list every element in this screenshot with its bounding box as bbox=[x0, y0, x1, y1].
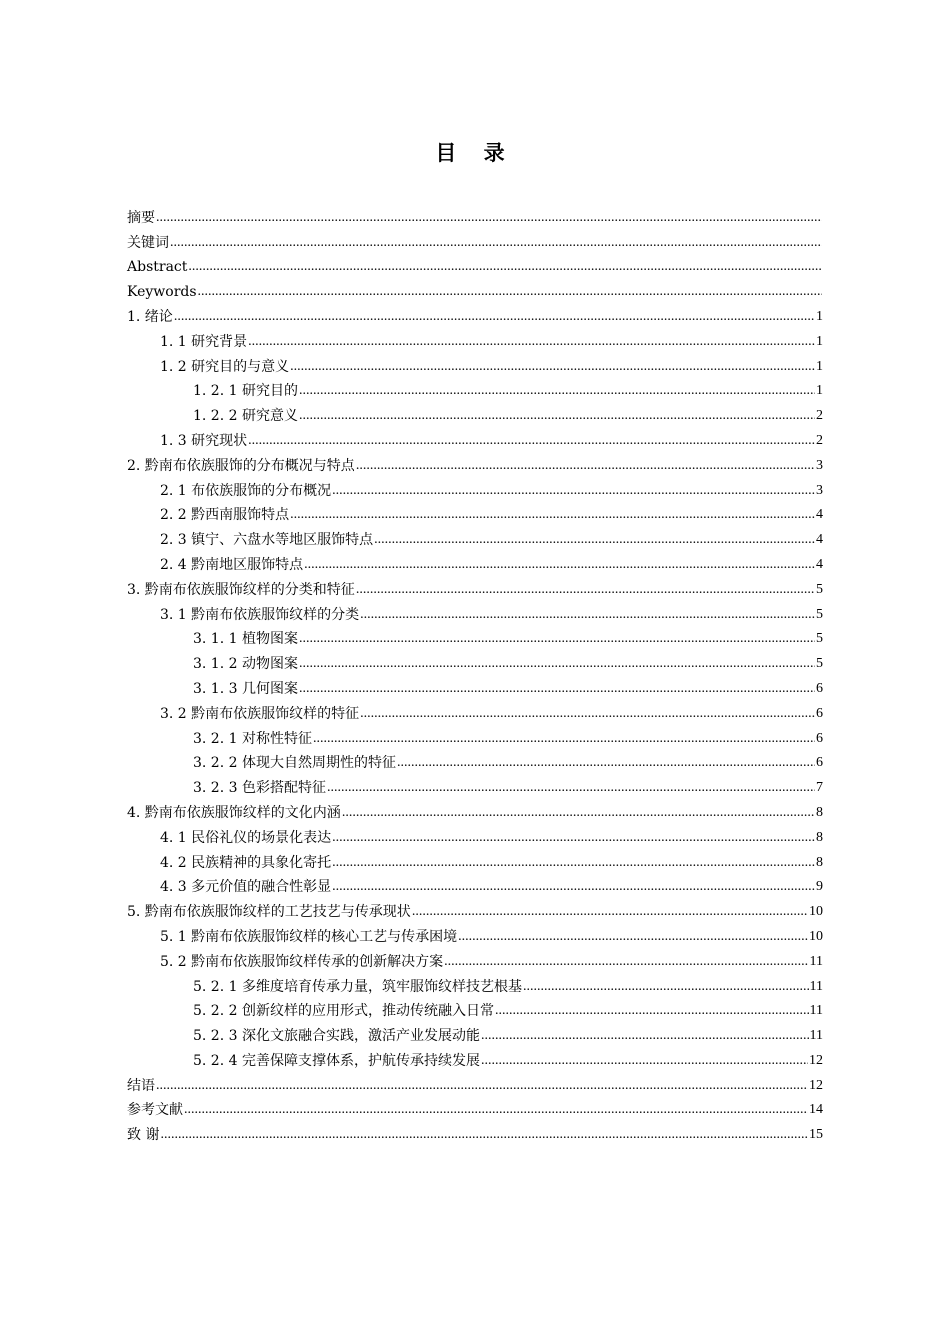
toc-entry-label: Abstract bbox=[127, 259, 188, 276]
toc-entry[interactable] bbox=[127, 1095, 823, 1120]
toc-entry-label: 关键词 bbox=[127, 234, 169, 251]
toc-entry-label: 5. 2. 2 创新纹样的应用形式，推动传统融入日常 bbox=[193, 1003, 494, 1020]
toc-dot-leader bbox=[356, 581, 815, 599]
toc-entry-page: 5 bbox=[816, 581, 823, 597]
toc-dot-leader bbox=[299, 382, 815, 400]
toc-entry-label: 1. 绪论 bbox=[127, 308, 173, 325]
toc-dot-leader bbox=[184, 1101, 808, 1119]
toc-entry[interactable] bbox=[127, 301, 823, 326]
toc-dot-leader bbox=[332, 829, 815, 847]
toc-entry[interactable] bbox=[127, 450, 823, 475]
toc-dot-leader bbox=[290, 358, 815, 376]
toc-entry[interactable] bbox=[127, 376, 823, 401]
toc-entry-label: Keywords bbox=[127, 284, 197, 301]
toc-dot-leader bbox=[290, 506, 815, 524]
toc-entry-page: 5 bbox=[816, 656, 823, 672]
toc-entry-label: 参考文献 bbox=[127, 1102, 183, 1119]
toc-entry[interactable] bbox=[127, 971, 823, 996]
toc-dot-leader bbox=[160, 1126, 808, 1144]
toc-entry-page: 3 bbox=[816, 457, 823, 473]
toc-entry-page: 2 bbox=[816, 432, 823, 448]
toc-dot-leader bbox=[523, 978, 809, 996]
toc-entry[interactable] bbox=[127, 524, 823, 549]
toc-entry[interactable] bbox=[127, 946, 823, 971]
toc-entry[interactable] bbox=[127, 227, 823, 252]
toc-entry-page: 6 bbox=[816, 730, 823, 746]
toc-entry-label: 3. 2. 3 色彩搭配特征 bbox=[193, 780, 326, 797]
toc-entry-page: 6 bbox=[816, 755, 823, 771]
toc-entry-page: 11 bbox=[809, 1003, 823, 1019]
toc-entry-page: 12 bbox=[809, 1052, 823, 1068]
toc-entry-page: 5 bbox=[816, 606, 823, 622]
toc-dot-leader bbox=[458, 928, 808, 946]
toc-entry-page: 8 bbox=[816, 829, 823, 845]
toc-entry[interactable] bbox=[127, 500, 823, 525]
toc-entry-label: 4. 3 多元价值的融合性彰显 bbox=[160, 879, 332, 896]
toc-entry[interactable] bbox=[127, 896, 823, 921]
toc-entry-label: 结语 bbox=[127, 1077, 155, 1094]
toc-entry-label: 3. 2. 1 对称性特征 bbox=[193, 730, 312, 747]
toc-entry[interactable] bbox=[127, 648, 823, 673]
toc-entry-label: 1. 3 研究现状 bbox=[160, 432, 248, 449]
toc-entry-page: 8 bbox=[816, 804, 823, 820]
toc-entry[interactable] bbox=[127, 723, 823, 748]
toc-entry[interactable] bbox=[127, 996, 823, 1021]
toc-entry-label: 2. 黔南布依族服饰的分布概况与特点 bbox=[127, 457, 355, 474]
toc-dot-leader bbox=[332, 482, 815, 500]
toc-dot-leader bbox=[304, 556, 815, 574]
toc-entry-label: 1. 2. 1 研究目的 bbox=[193, 383, 298, 400]
toc-dot-leader bbox=[374, 531, 815, 549]
toc-entry-page: 11 bbox=[809, 978, 823, 994]
toc-dot-leader bbox=[299, 680, 815, 698]
toc-entry[interactable] bbox=[127, 872, 823, 897]
toc-entry-label: 2. 4 黔南地区服饰特点 bbox=[160, 556, 304, 573]
toc-entry-label: 3. 2 黔南布依族服饰纹样的特征 bbox=[160, 705, 360, 722]
toc-entry[interactable] bbox=[127, 921, 823, 946]
toc-entry[interactable] bbox=[127, 822, 823, 847]
toc-entry-label: 3. 1. 1 植物图案 bbox=[193, 631, 298, 648]
toc-entry-label: 致 谢 bbox=[127, 1127, 160, 1144]
toc-dot-leader bbox=[188, 258, 822, 276]
toc-entry[interactable] bbox=[127, 326, 823, 351]
toc-entry-label: 2. 3 镇宁、六盘水等地区服饰特点 bbox=[160, 532, 374, 549]
toc-entry-page: 4 bbox=[816, 556, 823, 572]
toc-entry-label: 3. 黔南布依族服饰纹样的分类和特征 bbox=[127, 581, 355, 598]
toc-entry-label: 5. 黔南布依族服饰纹样的工艺技艺与传承现状 bbox=[127, 904, 411, 921]
toc-entry[interactable] bbox=[127, 202, 823, 227]
toc-entry-page: 14 bbox=[809, 1102, 823, 1118]
toc-entry[interactable] bbox=[127, 624, 823, 649]
toc-entry[interactable] bbox=[127, 748, 823, 773]
toc-entry[interactable] bbox=[127, 351, 823, 376]
toc-entry-page: 11 bbox=[809, 953, 823, 969]
toc-dot-leader bbox=[198, 283, 822, 301]
toc-dot-leader bbox=[299, 655, 815, 673]
toc-entry[interactable] bbox=[127, 425, 823, 450]
toc-entry-page: 1 bbox=[816, 333, 823, 349]
toc-entry-page: 1 bbox=[816, 308, 823, 324]
toc-entry-label: 1. 2 研究目的与意义 bbox=[160, 358, 290, 375]
toc-entry-label: 5. 2. 4 完善保障支撑体系，护航传承持续发展 bbox=[193, 1052, 480, 1069]
toc-entry-page: 1 bbox=[816, 383, 823, 399]
toc-entry-label: 3. 1. 2 动物图案 bbox=[193, 656, 298, 673]
toc-entry-label: 2. 2 黔西南服饰特点 bbox=[160, 507, 290, 524]
toc-entry-label: 5. 2. 1 多维度培育传承力量，筑牢服饰纹样技艺根基 bbox=[193, 978, 522, 995]
toc-dot-leader bbox=[397, 754, 815, 772]
toc-list bbox=[127, 202, 823, 1144]
toc-entry[interactable] bbox=[127, 252, 823, 277]
toc-entry-label: 5. 1 黔南布依族服饰纹样的核心工艺与传承困境 bbox=[160, 928, 458, 945]
toc-dot-leader bbox=[248, 432, 815, 450]
toc-dot-leader bbox=[360, 606, 815, 624]
toc-dot-leader bbox=[156, 1077, 808, 1095]
toc-entry-page: 15 bbox=[809, 1127, 823, 1143]
toc-entry[interactable] bbox=[127, 673, 823, 698]
toc-dot-leader bbox=[170, 234, 822, 252]
toc-entry-label: 4. 1 民俗礼仪的场景化表达 bbox=[160, 829, 332, 846]
toc-entry[interactable] bbox=[127, 1020, 823, 1045]
toc-dot-leader bbox=[299, 630, 815, 648]
toc-dot-leader bbox=[444, 953, 808, 971]
toc-dot-leader bbox=[356, 457, 815, 475]
toc-entry[interactable] bbox=[127, 797, 823, 822]
toc-dot-leader bbox=[495, 1002, 809, 1020]
toc-dot-leader bbox=[248, 333, 815, 351]
toc-entry-page: 7 bbox=[816, 780, 823, 796]
toc-entry[interactable] bbox=[127, 1045, 823, 1070]
toc-entry-label: 5. 2 黔南布依族服饰纹样传承的创新解决方案 bbox=[160, 953, 444, 970]
toc-entry-page: 1 bbox=[816, 358, 823, 374]
toc-dot-leader bbox=[481, 1052, 808, 1070]
toc-dot-leader bbox=[332, 854, 815, 872]
toc-entry-page: 4 bbox=[816, 507, 823, 523]
toc-dot-leader bbox=[327, 779, 815, 797]
toc-dot-leader bbox=[299, 407, 815, 425]
toc-entry-label: 3. 1 黔南布依族服饰纹样的分类 bbox=[160, 606, 360, 623]
toc-entry[interactable] bbox=[127, 549, 823, 574]
toc-title: 目 录 bbox=[435, 141, 515, 165]
toc-entry-label: 5. 2. 3 深化文旅融合实践，激活产业发展动能 bbox=[193, 1028, 480, 1045]
toc-entry[interactable] bbox=[127, 1070, 823, 1095]
toc-entry-page: 5 bbox=[816, 631, 823, 647]
toc-entry-page: 4 bbox=[816, 532, 823, 548]
toc-entry[interactable] bbox=[127, 276, 823, 301]
toc-entry-label: 摘要 bbox=[127, 209, 155, 226]
toc-entry-page: 8 bbox=[816, 854, 823, 870]
toc-entry[interactable] bbox=[127, 574, 823, 599]
toc-entry[interactable] bbox=[127, 698, 823, 723]
toc-dot-leader bbox=[156, 209, 822, 227]
toc-dot-leader bbox=[360, 705, 815, 723]
toc-entry-label: 1. 1 研究背景 bbox=[160, 333, 248, 350]
toc-entry[interactable] bbox=[127, 772, 823, 797]
toc-dot-leader bbox=[481, 1027, 809, 1045]
toc-entry-page: 12 bbox=[809, 1077, 823, 1093]
toc-entry[interactable] bbox=[127, 599, 823, 624]
toc-entry-page: 9 bbox=[816, 879, 823, 895]
toc-entry-page: 10 bbox=[809, 904, 823, 920]
toc-entry-label: 2. 1 布依族服饰的分布概况 bbox=[160, 482, 332, 499]
toc-entry[interactable] bbox=[127, 847, 823, 872]
toc-entry-label: 4. 黔南布依族服饰纹样的文化内涵 bbox=[127, 804, 341, 821]
toc-entry-page: 6 bbox=[816, 705, 823, 721]
toc-entry[interactable] bbox=[127, 475, 823, 500]
toc-entry-label: 3. 2. 2 体现大自然周期性的特征 bbox=[193, 755, 396, 772]
toc-entry[interactable] bbox=[127, 400, 823, 425]
toc-entry-label: 4. 2 民族精神的具象化寄托 bbox=[160, 854, 332, 871]
toc-dot-leader bbox=[332, 878, 815, 896]
toc-dot-leader bbox=[313, 730, 815, 748]
toc-dot-leader bbox=[174, 308, 815, 326]
toc-entry-page: 11 bbox=[809, 1028, 823, 1044]
toc-entry-label: 1. 2. 2 研究意义 bbox=[193, 408, 298, 425]
toc-entry-page: 10 bbox=[809, 928, 823, 944]
toc-entry-page: 3 bbox=[816, 482, 823, 498]
toc-entry[interactable] bbox=[127, 1119, 823, 1144]
toc-entry-page: 2 bbox=[816, 408, 823, 424]
toc-entry-page: 6 bbox=[816, 680, 823, 696]
toc-dot-leader bbox=[412, 903, 808, 921]
toc-dot-leader bbox=[342, 804, 815, 822]
toc-entry-label: 3. 1. 3 几何图案 bbox=[193, 680, 298, 697]
